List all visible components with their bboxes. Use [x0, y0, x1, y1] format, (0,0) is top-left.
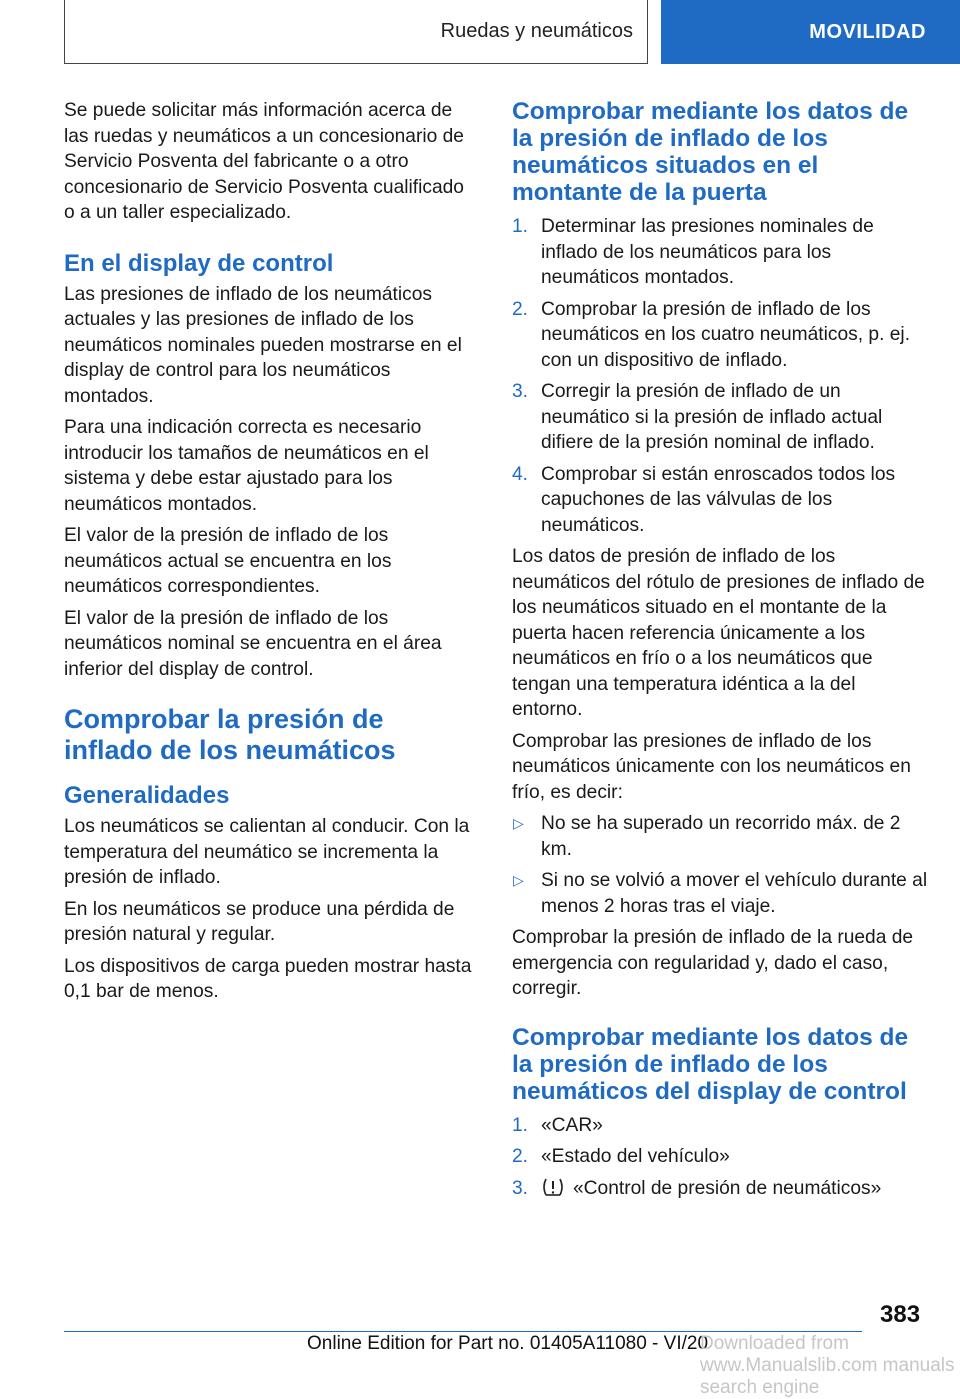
step-text: Comprobar la presión de inflado de los neumáticos en los cuatro neumáticos, p. ej. con un dispositivo de inflado.: [541, 298, 911, 371]
main-heading: Comprobar la presión de inflado de los neumáticos: [64, 704, 396, 765]
display-paragraph-4: El valor de la presión de inflado de los neumáticos nominal se encuentra en el área inferior del display de control.: [64, 607, 442, 680]
step-text: «CAR»: [541, 1114, 603, 1136]
display-heading: En el display de control: [64, 249, 334, 277]
footer-watermark: Downloaded from www.Manualslib.com manuals search engine: [700, 1333, 955, 1398]
header-chapter-label: MOVILIDAD: [809, 20, 926, 43]
general-heading: Generalidades: [64, 782, 230, 809]
left-column: [64, 98, 478, 1011]
triangle-bullet-icon: ▷: [513, 872, 524, 888]
general-paragraph-3: Los dispositivos de carga pueden mostrar hasta 0,1 bar de menos.: [64, 955, 472, 1002]
door-heading: Comprobar mediante los datos de la presión de inflado de los neumáticos situados en el montante de la puerta: [512, 98, 909, 206]
step-number: 3.: [512, 1177, 529, 1199]
display-check-heading: Comprobar mediante los datos de la presión de inflado de los neumáticos del display de control: [512, 1023, 909, 1105]
conditions-list: [512, 811, 930, 919]
step-text: «Estado del vehículo»: [541, 1146, 730, 1167]
header-section-title: [64, 0, 648, 64]
page-number: 383: [880, 1301, 921, 1328]
step-text: Comprobar si están enroscados todos los capuchones de las válvulas de los neumáticos.: [541, 463, 896, 536]
list-item: [512, 1144, 930, 1170]
step-text: Determinar las presiones nominales de inflado de los neumáticos para los neumáticos montados.: [541, 216, 874, 288]
list-item: [512, 462, 930, 539]
door-steps-list: [512, 214, 930, 538]
intro-paragraph: Se puede solicitar más información acerca de las ruedas y neumáticos a un concesionario de Servicio Posventa del fabricante o a otro concesionario de Servicio Posventa cualificado o a un taller especializado.: [64, 100, 464, 223]
display-steps-list: [512, 1113, 930, 1205]
list-item: [512, 214, 930, 291]
header-chapter-tab: [661, 0, 960, 64]
step-text: Corregir la presión de inflado de un neumático si la presión de inflado actual difiere de la presión nominal de inflado.: [541, 381, 883, 453]
header-section-label: Ruedas y neumáticos: [440, 20, 633, 42]
footer-divider: [64, 1331, 862, 1332]
door-paragraph-2: Comprobar las presiones de inflado de los neumáticos únicamente con los neumáticos en frío, es decir:: [512, 730, 911, 803]
step-number: 1.: [512, 216, 529, 237]
bullet-text: Si no se volvió a mover el vehículo durante al menos 2 horas tras el viaje.: [541, 870, 928, 917]
list-item: [512, 811, 930, 862]
right-column: [512, 98, 930, 1210]
step-number: 2.: [512, 1146, 529, 1167]
general-paragraph-1: Los neumáticos se calientan al conducir. Con la temperatura del neumático se incrementa la presión de inflado.: [64, 816, 470, 888]
list-item: [512, 868, 930, 919]
step-number: 1.: [512, 1114, 529, 1136]
tire-pressure-warning-icon: [541, 1177, 565, 1205]
general-paragraph-2: En los neumáticos se produce una pérdida de presión natural y regular.: [64, 898, 455, 945]
triangle-bullet-icon: ▷: [513, 815, 524, 831]
display-paragraph-3: El valor de la presión de inflado de los neumáticos actual se encuentra en los neumáticos correspondientes.: [64, 525, 392, 597]
footer-edition: Online Edition for Part no. 01405A11080 - VI/20: [307, 1333, 709, 1354]
door-paragraph-1: Los datos de presión de inflado de los neumáticos del rótulo de presiones de inflado de los neumáticos situado en el montante de la puerta hacen referencia únicamente a los neumáticos en frío o a los neumáticos que tengan una temperatura idéntica a la del entorno.: [512, 546, 925, 720]
display-paragraph-1: Las presiones de inflado de los neumáticos actuales y las presiones de inflado de los neumáticos nominales pueden mostrarse en el display de control para los neumáticos montados.: [64, 283, 462, 407]
step-text: «Control de presión de neumáticos»: [573, 1177, 882, 1199]
list-item: [512, 1113, 930, 1139]
bullet-text: No se ha superado un recorrido máx. de 2 km.: [541, 813, 901, 860]
step-number: 4.: [512, 463, 529, 485]
door-paragraph-3: Comprobar la presión de inflado de la rueda de emergencia con regularidad y, dado el caso, corregir.: [512, 927, 914, 999]
list-item: [512, 1176, 930, 1205]
step-number: 3.: [512, 381, 529, 402]
list-item: [512, 379, 930, 456]
step-number: 2.: [512, 298, 529, 320]
list-item: [512, 297, 930, 374]
display-paragraph-2: Para una indicación correcta es necesario introducir los tamaños de neumáticos en el sistema y debe estar ajustado para los neumáticos montados.: [64, 417, 429, 515]
